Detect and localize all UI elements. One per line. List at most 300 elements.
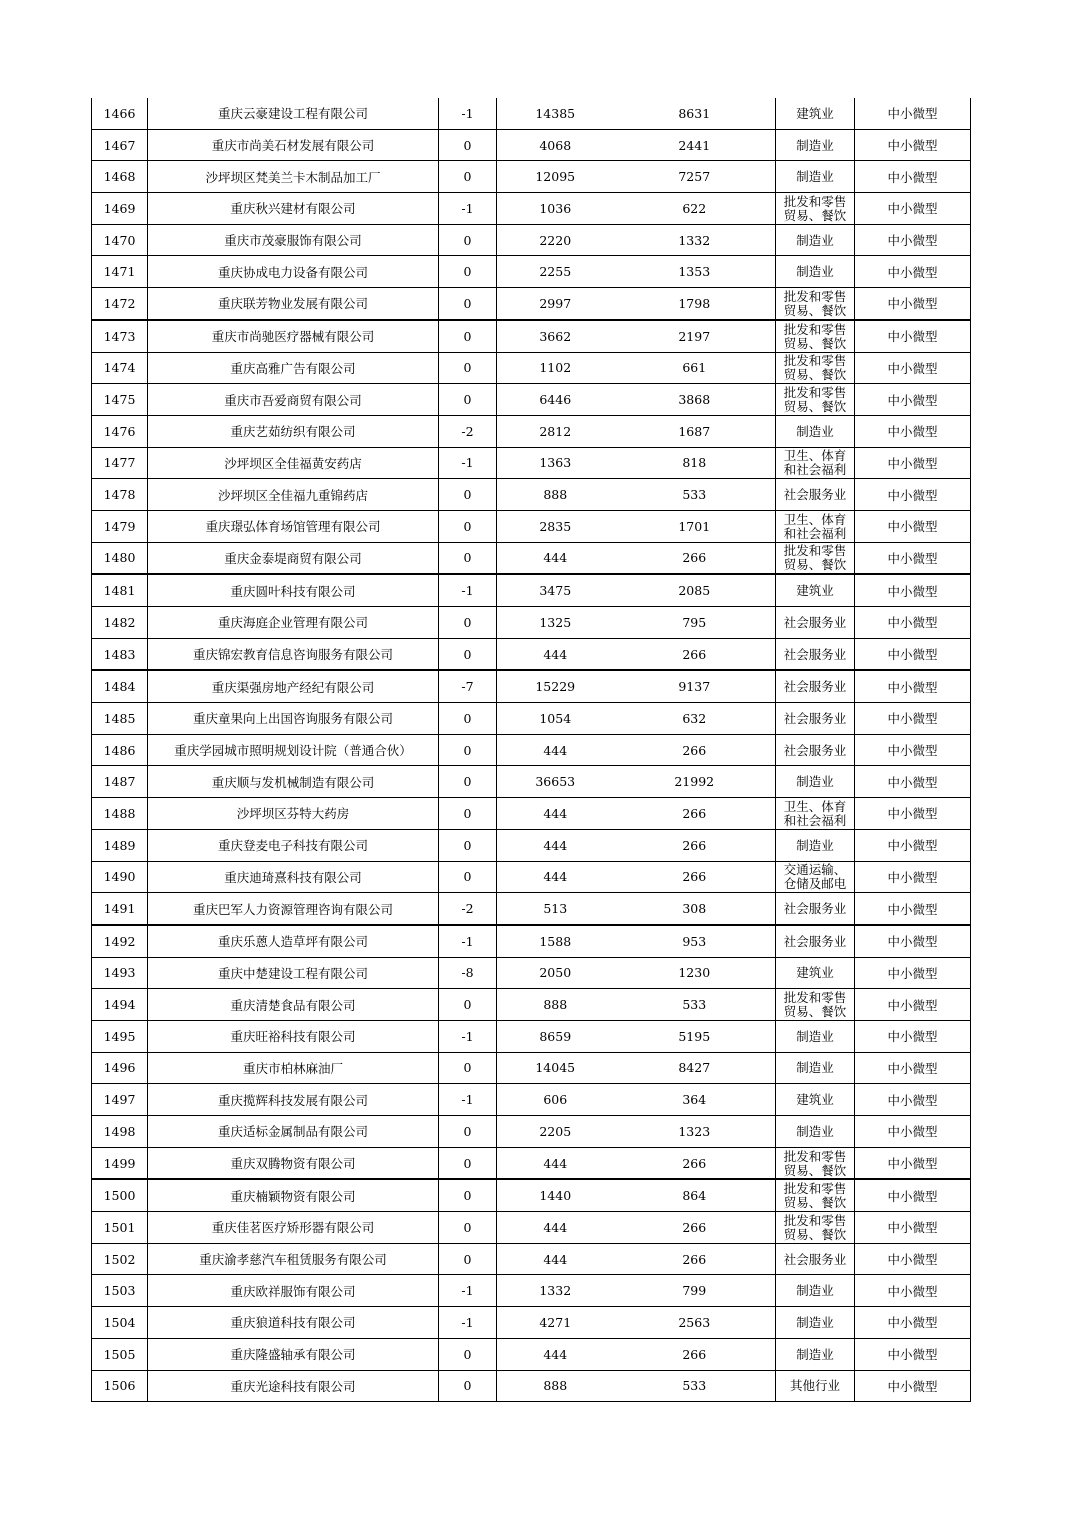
table-row xyxy=(92,1275,971,1307)
enterprise-size-cell: 中小微型 xyxy=(855,734,971,766)
row-number-cell: 1491 xyxy=(92,893,148,925)
change-value-cell: 0 xyxy=(439,1243,497,1275)
enterprise-size-cell: 中小微型 xyxy=(855,574,971,606)
change-value-cell: -1 xyxy=(439,1020,497,1052)
company-name-cell: 重庆乐蒽人造草坪有限公司 xyxy=(148,925,439,957)
table-row xyxy=(92,925,971,957)
table-row xyxy=(92,989,971,1021)
table-row xyxy=(92,447,971,479)
table-row xyxy=(92,288,971,320)
industry-cell xyxy=(776,161,855,193)
subsidy-amount-cell: 533 xyxy=(614,479,776,511)
amount-cell: 1325 xyxy=(497,607,614,639)
change-value-cell: 0 xyxy=(439,288,497,320)
table-row xyxy=(92,829,971,861)
change-value-cell: -1 xyxy=(439,574,497,606)
amount-cell: 6446 xyxy=(497,384,614,416)
enterprise-size-cell: 中小微型 xyxy=(855,703,971,735)
table-row xyxy=(92,798,971,830)
enterprise-size-cell: 中小微型 xyxy=(855,1084,971,1116)
industry-cell xyxy=(776,256,855,288)
industry-label: 批发和零售贸易、餐饮 xyxy=(783,991,847,1020)
change-value-cell: 0 xyxy=(439,798,497,830)
company-name-cell: 重庆协成电力设备有限公司 xyxy=(148,256,439,288)
row-number-cell: 1482 xyxy=(92,607,148,639)
industry-cell xyxy=(776,957,855,989)
company-name-cell: 重庆云豪建设工程有限公司 xyxy=(148,98,439,129)
industry-label: 制造业 xyxy=(796,423,834,439)
row-number-cell: 1506 xyxy=(92,1370,148,1402)
enterprise-size-cell: 中小微型 xyxy=(855,607,971,639)
row-number-cell: 1484 xyxy=(92,670,148,702)
change-value-cell: 0 xyxy=(439,1179,497,1211)
change-value-cell: -1 xyxy=(439,98,497,129)
enterprise-size-cell: 中小微型 xyxy=(855,256,971,288)
row-number-cell: 1477 xyxy=(92,447,148,479)
company-name-cell: 重庆佳茗医疗矫形器有限公司 xyxy=(148,1212,439,1244)
table-row xyxy=(92,1212,971,1244)
row-number-cell: 1494 xyxy=(92,989,148,1021)
subsidy-amount-cell: 632 xyxy=(614,703,776,735)
company-name-cell: 重庆迪琦熹科技有限公司 xyxy=(148,861,439,893)
row-number-cell: 1481 xyxy=(92,574,148,606)
table-row xyxy=(92,957,971,989)
subsidy-amount-cell: 1332 xyxy=(614,224,776,256)
subsidy-amount-cell: 3868 xyxy=(614,384,776,416)
table-row xyxy=(92,384,971,416)
enterprise-size-cell: 中小微型 xyxy=(855,224,971,256)
company-name-cell: 重庆联芳物业发展有限公司 xyxy=(148,288,439,320)
change-value-cell: 0 xyxy=(439,129,497,161)
subsidy-amount-cell: 266 xyxy=(614,861,776,893)
company-name-cell: 重庆双腾物资有限公司 xyxy=(148,1147,439,1179)
company-name-cell: 重庆巴军人力资源管理咨询有限公司 xyxy=(148,893,439,925)
row-number-cell: 1474 xyxy=(92,352,148,384)
table-row xyxy=(92,766,971,798)
subsidy-amount-cell: 953 xyxy=(614,925,776,957)
enterprise-size-cell: 中小微型 xyxy=(855,288,971,320)
change-value-cell: 0 xyxy=(439,352,497,384)
industry-label: 交通运输、仓储及邮电 xyxy=(783,863,847,892)
industry-label: 制造业 xyxy=(796,1123,834,1139)
industry-cell xyxy=(776,925,855,957)
enterprise-size-cell: 中小微型 xyxy=(855,161,971,193)
industry-label: 制造业 xyxy=(796,1283,834,1299)
row-number-cell: 1493 xyxy=(92,957,148,989)
industry-cell xyxy=(776,1052,855,1084)
amount-cell: 14045 xyxy=(497,1052,614,1084)
industry-cell xyxy=(776,798,855,830)
change-value-cell: 0 xyxy=(439,1212,497,1244)
company-name-cell: 重庆璟弘体育场馆管理有限公司 xyxy=(148,510,439,542)
industry-label: 社会服务业 xyxy=(783,742,847,758)
change-value-cell: -2 xyxy=(439,415,497,447)
change-value-cell: 0 xyxy=(439,1147,497,1179)
change-value-cell: -1 xyxy=(439,193,497,225)
industry-cell xyxy=(776,224,855,256)
subsidy-amount-cell: 266 xyxy=(614,638,776,670)
industry-label: 社会服务业 xyxy=(783,1251,847,1267)
enterprise-size-cell: 中小微型 xyxy=(855,829,971,861)
company-name-cell: 重庆市尚美石材发展有限公司 xyxy=(148,129,439,161)
industry-label: 制造业 xyxy=(796,264,834,280)
industry-cell xyxy=(776,1338,855,1370)
amount-cell: 1363 xyxy=(497,447,614,479)
change-value-cell: 0 xyxy=(439,638,497,670)
industry-cell xyxy=(776,861,855,893)
enterprise-size-cell: 中小微型 xyxy=(855,957,971,989)
change-value-cell: 0 xyxy=(439,256,497,288)
subsidy-amount-cell: 21992 xyxy=(614,766,776,798)
enterprise-size-cell: 中小微型 xyxy=(855,670,971,702)
industry-label: 批发和零售贸易、餐饮 xyxy=(783,1213,847,1242)
table-row xyxy=(92,542,971,574)
row-number-cell: 1502 xyxy=(92,1243,148,1275)
enterprise-size-cell: 中小微型 xyxy=(855,1179,971,1211)
industry-cell xyxy=(776,415,855,447)
table-row xyxy=(92,1147,971,1179)
company-name-cell: 重庆渠强房地产经纪有限公司 xyxy=(148,670,439,702)
enterprise-size-cell: 中小微型 xyxy=(855,989,971,1021)
amount-cell: 1332 xyxy=(497,1275,614,1307)
row-number-cell: 1485 xyxy=(92,703,148,735)
change-value-cell: 0 xyxy=(439,1370,497,1402)
industry-label: 社会服务业 xyxy=(783,487,847,503)
subsidy-amount-cell: 266 xyxy=(614,734,776,766)
table-row xyxy=(92,224,971,256)
amount-cell: 1440 xyxy=(497,1179,614,1211)
row-number-cell: 1488 xyxy=(92,798,148,830)
enterprise-size-cell: 中小微型 xyxy=(855,320,971,352)
industry-cell xyxy=(776,670,855,702)
industry-label: 卫生、体育和社会福利 xyxy=(783,799,847,828)
industry-label: 批发和零售贸易、餐饮 xyxy=(783,194,847,223)
amount-cell: 3475 xyxy=(497,574,614,606)
industry-cell xyxy=(776,1084,855,1116)
enterprise-size-cell: 中小微型 xyxy=(855,542,971,574)
change-value-cell: 0 xyxy=(439,1052,497,1084)
subsidy-amount-cell: 266 xyxy=(614,1243,776,1275)
industry-label: 其他行业 xyxy=(789,1378,840,1394)
change-value-cell: -1 xyxy=(439,1307,497,1339)
table-row xyxy=(92,1116,971,1148)
industry-label: 制造业 xyxy=(796,837,834,853)
industry-cell xyxy=(776,703,855,735)
table-row xyxy=(92,161,971,193)
row-number-cell: 1496 xyxy=(92,1052,148,1084)
amount-cell: 444 xyxy=(497,734,614,766)
industry-label: 批发和零售贸易、餐饮 xyxy=(783,544,847,573)
change-value-cell: 0 xyxy=(439,1338,497,1370)
industry-cell xyxy=(776,607,855,639)
enterprise-size-cell: 中小微型 xyxy=(855,798,971,830)
company-name-cell: 重庆清楚食品有限公司 xyxy=(148,989,439,1021)
industry-cell xyxy=(776,574,855,606)
company-name-cell: 重庆艺茹纺织有限公司 xyxy=(148,415,439,447)
industry-cell xyxy=(776,1179,855,1211)
company-name-cell: 重庆童果向上出国咨询服务有限公司 xyxy=(148,703,439,735)
enterprise-size-cell: 中小微型 xyxy=(855,1243,971,1275)
change-value-cell: -1 xyxy=(439,925,497,957)
industry-label: 社会服务业 xyxy=(783,646,847,662)
table-row xyxy=(92,479,971,511)
row-number-cell: 1492 xyxy=(92,925,148,957)
subsidy-amount-cell: 266 xyxy=(614,542,776,574)
table-row xyxy=(92,256,971,288)
industry-cell xyxy=(776,638,855,670)
row-number-cell: 1490 xyxy=(92,861,148,893)
change-value-cell: 0 xyxy=(439,734,497,766)
industry-label: 社会服务业 xyxy=(783,710,847,726)
industry-cell xyxy=(776,98,855,129)
change-value-cell: -1 xyxy=(439,1275,497,1307)
amount-cell: 888 xyxy=(497,1370,614,1402)
industry-cell xyxy=(776,542,855,574)
industry-cell xyxy=(776,893,855,925)
industry-label: 批发和零售贸易、餐饮 xyxy=(783,1182,847,1211)
table-row xyxy=(92,1084,971,1116)
subsidy-amount-cell: 533 xyxy=(614,989,776,1021)
industry-cell xyxy=(776,384,855,416)
table-row xyxy=(92,1338,971,1370)
industry-cell xyxy=(776,129,855,161)
table-row xyxy=(92,129,971,161)
industry-label: 建筑业 xyxy=(796,965,834,981)
change-value-cell: 0 xyxy=(439,542,497,574)
table-row xyxy=(92,1179,971,1211)
row-number-cell: 1497 xyxy=(92,1084,148,1116)
enterprise-size-cell: 中小微型 xyxy=(855,447,971,479)
industry-cell xyxy=(776,510,855,542)
industry-label: 卫生、体育和社会福利 xyxy=(783,449,847,478)
enterprise-size-cell: 中小微型 xyxy=(855,766,971,798)
company-name-cell: 重庆登麦电子科技有限公司 xyxy=(148,829,439,861)
subsidy-amount-cell: 864 xyxy=(614,1179,776,1211)
amount-cell: 513 xyxy=(497,893,614,925)
company-name-cell: 重庆锦宏教育信息咨询服务有限公司 xyxy=(148,638,439,670)
industry-cell xyxy=(776,479,855,511)
industry-cell xyxy=(776,447,855,479)
subsidy-amount-cell: 2085 xyxy=(614,574,776,606)
enterprise-size-cell: 中小微型 xyxy=(855,1147,971,1179)
amount-cell: 444 xyxy=(497,1338,614,1370)
row-number-cell: 1483 xyxy=(92,638,148,670)
industry-cell xyxy=(776,288,855,320)
row-number-cell: 1498 xyxy=(92,1116,148,1148)
industry-label: 制造业 xyxy=(796,137,834,153)
industry-label: 制造业 xyxy=(796,1346,834,1362)
company-name-cell: 沙坪坝区全佳福九重锦药店 xyxy=(148,479,439,511)
subsidy-amount-cell: 364 xyxy=(614,1084,776,1116)
industry-label: 制造业 xyxy=(796,1028,834,1044)
change-value-cell: -8 xyxy=(439,957,497,989)
industry-label: 建筑业 xyxy=(796,105,834,121)
amount-cell: 3662 xyxy=(497,320,614,352)
industry-cell xyxy=(776,1275,855,1307)
table-row xyxy=(92,574,971,606)
table-row xyxy=(92,510,971,542)
change-value-cell: 0 xyxy=(439,384,497,416)
table-row xyxy=(92,893,971,925)
table-row xyxy=(92,193,971,225)
amount-cell: 1588 xyxy=(497,925,614,957)
subsidy-amount-cell: 1230 xyxy=(614,957,776,989)
enterprise-size-cell: 中小微型 xyxy=(855,1338,971,1370)
change-value-cell: 0 xyxy=(439,989,497,1021)
change-value-cell: 0 xyxy=(439,1116,497,1148)
enterprise-size-cell: 中小微型 xyxy=(855,861,971,893)
industry-label: 制造业 xyxy=(796,169,834,185)
subsidy-amount-cell: 818 xyxy=(614,447,776,479)
row-number-cell: 1466 xyxy=(92,98,148,129)
change-value-cell: 0 xyxy=(439,861,497,893)
subsidy-amount-cell: 1353 xyxy=(614,256,776,288)
row-number-cell: 1473 xyxy=(92,320,148,352)
company-name-cell: 重庆金泰堤商贸有限公司 xyxy=(148,542,439,574)
enterprise-size-cell: 中小微型 xyxy=(855,893,971,925)
company-name-cell: 重庆中楚建设工程有限公司 xyxy=(148,957,439,989)
enterprise-size-cell: 中小微型 xyxy=(855,479,971,511)
change-value-cell: 0 xyxy=(439,829,497,861)
row-number-cell: 1489 xyxy=(92,829,148,861)
amount-cell: 2220 xyxy=(497,224,614,256)
amount-cell: 888 xyxy=(497,989,614,1021)
amount-cell: 2050 xyxy=(497,957,614,989)
industry-label: 批发和零售贸易、餐饮 xyxy=(783,289,847,318)
amount-cell: 444 xyxy=(497,542,614,574)
industry-label: 制造业 xyxy=(796,1314,834,1330)
enterprise-size-cell: 中小微型 xyxy=(855,1275,971,1307)
subsidy-amount-cell: 266 xyxy=(614,1338,776,1370)
change-value-cell: -2 xyxy=(439,893,497,925)
company-name-cell: 重庆渝孝慈汽车租赁服务有限公司 xyxy=(148,1243,439,1275)
industry-cell xyxy=(776,1307,855,1339)
industry-cell xyxy=(776,1212,855,1244)
company-name-cell: 重庆市茂豪服饰有限公司 xyxy=(148,224,439,256)
industry-cell xyxy=(776,1147,855,1179)
table-row xyxy=(92,734,971,766)
change-value-cell: 0 xyxy=(439,766,497,798)
industry-cell xyxy=(776,734,855,766)
amount-cell: 4271 xyxy=(497,1307,614,1339)
row-number-cell: 1495 xyxy=(92,1020,148,1052)
table-row xyxy=(92,1370,971,1402)
industry-label: 社会服务业 xyxy=(783,679,847,695)
amount-cell: 14385 xyxy=(497,98,614,129)
amount-cell: 2835 xyxy=(497,510,614,542)
table-row xyxy=(92,1020,971,1052)
enterprise-size-cell: 中小微型 xyxy=(855,1370,971,1402)
industry-cell xyxy=(776,1370,855,1402)
industry-label: 制造业 xyxy=(796,232,834,248)
table-row xyxy=(92,607,971,639)
subsidy-amount-cell: 1323 xyxy=(614,1116,776,1148)
amount-cell: 2255 xyxy=(497,256,614,288)
industry-label: 社会服务业 xyxy=(783,901,847,917)
enterprise-size-cell: 中小微型 xyxy=(855,384,971,416)
row-number-cell: 1470 xyxy=(92,224,148,256)
table-row xyxy=(92,861,971,893)
enterprise-size-cell: 中小微型 xyxy=(855,193,971,225)
company-name-cell: 重庆顺与发机械制造有限公司 xyxy=(148,766,439,798)
subsidy-amount-cell: 266 xyxy=(614,829,776,861)
industry-cell xyxy=(776,989,855,1021)
subsidy-amount-cell: 1687 xyxy=(614,415,776,447)
row-number-cell: 1469 xyxy=(92,193,148,225)
change-value-cell: -1 xyxy=(439,1084,497,1116)
industry-label: 批发和零售贸易、餐饮 xyxy=(783,386,847,415)
change-value-cell: -7 xyxy=(439,670,497,702)
amount-cell: 606 xyxy=(497,1084,614,1116)
company-name-cell: 重庆市吾爱商贸有限公司 xyxy=(148,384,439,416)
industry-cell xyxy=(776,352,855,384)
company-name-cell: 重庆欧祥服饰有限公司 xyxy=(148,1275,439,1307)
enterprise-size-cell: 中小微型 xyxy=(855,510,971,542)
company-name-cell: 重庆高雅广告有限公司 xyxy=(148,352,439,384)
amount-cell: 1054 xyxy=(497,703,614,735)
enterprise-size-cell: 中小微型 xyxy=(855,1307,971,1339)
industry-cell xyxy=(776,193,855,225)
company-name-cell: 重庆海庭企业管理有限公司 xyxy=(148,607,439,639)
subsidy-amount-cell: 266 xyxy=(614,1147,776,1179)
subsidy-amount-cell: 1798 xyxy=(614,288,776,320)
row-number-cell: 1475 xyxy=(92,384,148,416)
change-value-cell: 0 xyxy=(439,224,497,256)
industry-cell xyxy=(776,1243,855,1275)
company-name-cell: 重庆狼道科技有限公司 xyxy=(148,1307,439,1339)
table-row xyxy=(92,670,971,702)
amount-cell: 2812 xyxy=(497,415,614,447)
row-number-cell: 1499 xyxy=(92,1147,148,1179)
subsidy-amount-cell: 8427 xyxy=(614,1052,776,1084)
table-row xyxy=(92,352,971,384)
amount-cell: 444 xyxy=(497,1243,614,1275)
row-number-cell: 1472 xyxy=(92,288,148,320)
amount-cell: 444 xyxy=(497,1147,614,1179)
row-number-cell: 1471 xyxy=(92,256,148,288)
company-name-cell: 重庆隆盛轴承有限公司 xyxy=(148,1338,439,1370)
company-name-cell: 重庆旺裕科技有限公司 xyxy=(148,1020,439,1052)
subsidy-amount-cell: 661 xyxy=(614,352,776,384)
row-number-cell: 1501 xyxy=(92,1212,148,1244)
amount-cell: 2997 xyxy=(497,288,614,320)
industry-cell xyxy=(776,829,855,861)
industry-label: 建筑业 xyxy=(796,1092,834,1108)
amount-cell: 15229 xyxy=(497,670,614,702)
amount-cell: 444 xyxy=(497,638,614,670)
row-number-cell: 1479 xyxy=(92,510,148,542)
change-value-cell: 0 xyxy=(439,161,497,193)
amount-cell: 444 xyxy=(497,829,614,861)
row-number-cell: 1476 xyxy=(92,415,148,447)
subsidy-amount-cell: 2563 xyxy=(614,1307,776,1339)
company-name-cell: 重庆揽辉科技发展有限公司 xyxy=(148,1084,439,1116)
subsidy-amount-cell: 7257 xyxy=(614,161,776,193)
table-row xyxy=(92,1052,971,1084)
industry-label: 批发和零售贸易、餐饮 xyxy=(783,322,847,351)
subsidy-amount-cell: 266 xyxy=(614,1212,776,1244)
amount-cell: 444 xyxy=(497,798,614,830)
company-name-cell: 沙坪坝区梵美兰卡木制品加工厂 xyxy=(148,161,439,193)
change-value-cell: 0 xyxy=(439,703,497,735)
industry-label: 制造业 xyxy=(796,1060,834,1076)
enterprise-size-cell: 中小微型 xyxy=(855,1116,971,1148)
amount-cell: 1102 xyxy=(497,352,614,384)
enterprise-size-cell: 中小微型 xyxy=(855,1212,971,1244)
subsidy-amount-cell: 533 xyxy=(614,1370,776,1402)
row-number-cell: 1467 xyxy=(92,129,148,161)
subsidy-amount-cell: 1701 xyxy=(614,510,776,542)
